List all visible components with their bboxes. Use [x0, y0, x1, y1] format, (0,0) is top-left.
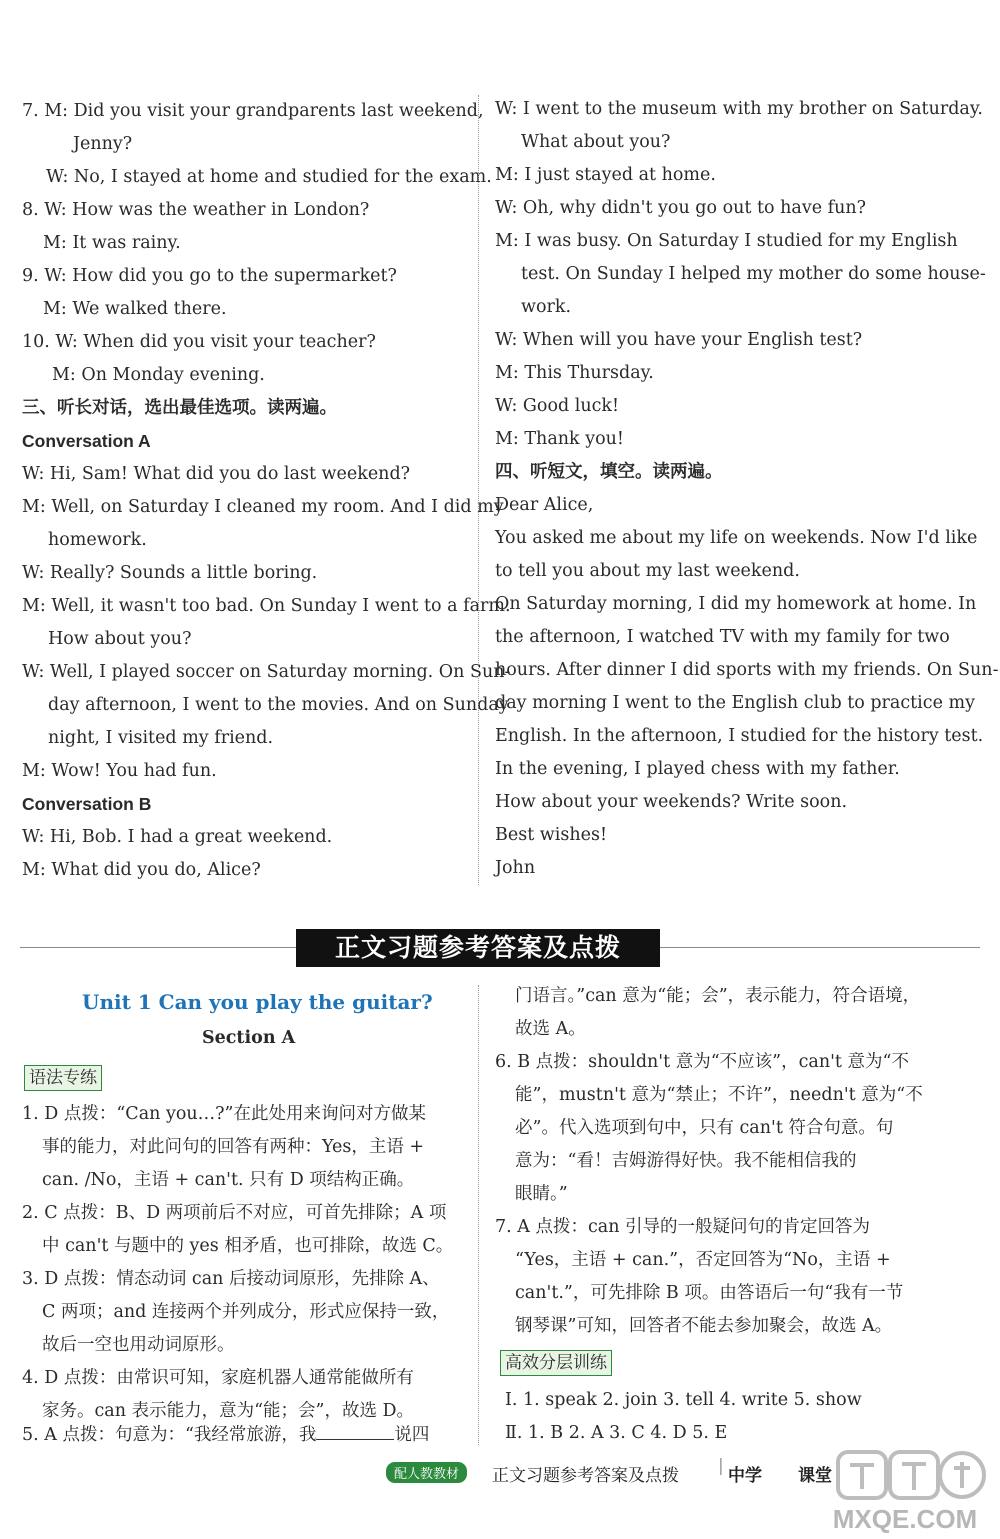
script-line: test. On Sunday I helped my mother do some house- [521, 264, 986, 284]
script-line: 10. W: When did you visit your teacher? [22, 332, 376, 352]
script-line: W: When will you have your English test? [495, 330, 863, 350]
watermark-logo [810, 1450, 990, 1535]
answer-line: 家务。can 表示能力，意为“能；会”，故选 D。 [42, 1401, 415, 1421]
answer-line: 意为：“看！吉姆游得好快。我不能相信我的 [515, 1151, 857, 1171]
layered-training-label: 高效分层训练 [500, 1350, 612, 1376]
script-line: Conversation A [22, 431, 151, 451]
answer-line: 必”。代入选项到句中，只有 can't 符合句意。句 [515, 1118, 894, 1138]
section-title: Section A [202, 1028, 296, 1048]
script-line: Jenny? [73, 134, 133, 154]
answer-blank [316, 1425, 394, 1440]
script-line: 9. W: How did you go to the supermarket? [22, 266, 397, 286]
answer-line: 钢琴课”可知，回答者不能去参加聚会，故选 A。 [515, 1316, 893, 1336]
script-line: W: Hi, Sam! What did you do last weekend? [22, 464, 411, 484]
script-line: W: Good luck! [495, 396, 620, 416]
answer-line: 1. D 点拨：“Can you…?”在此处用来询问对方做某 [22, 1104, 426, 1124]
script-line: M: This Thursday. [495, 363, 654, 383]
script-line: 7. M: Did you visit your grandparents last weekend, [22, 101, 484, 121]
script-line: In the evening, I played chess with my father. [495, 759, 900, 779]
answer-line: can. /No，主语 + can't. 只有 D 项结构正确。 [42, 1170, 415, 1190]
script-line: English. In the afternoon, I studied for the history test. [495, 726, 984, 746]
answer-5-suffix: 说四 [394, 1425, 430, 1445]
answer-line: 6. B 点拨：shouldn't 意为“不应该”，can't 意为“不 [495, 1052, 909, 1072]
training-line: Ⅱ. 1. B 2. A 3. C 4. D 5. E [505, 1423, 728, 1443]
script-line: Conversation B [22, 794, 152, 814]
script-line: night, I visited my friend. [48, 728, 274, 748]
script-line: Dear Alice, [495, 495, 594, 515]
script-line: You asked me about my life on weekends. Now I'd like [495, 528, 978, 548]
script-line: M: Well, on Saturday I cleaned my room. And I did my [22, 497, 504, 517]
answer-5 [22, 1424, 429, 1446]
column-divider [478, 95, 479, 885]
watermark-text: MXQE.COM [832, 1504, 978, 1534]
answer-line: C 两项；and 连接两个并列成分，形式应保持一致， [42, 1302, 450, 1322]
section-banner: 正文习题参考答案及点拨 [296, 929, 660, 967]
script-line: W: Really? Sounds a little boring. [22, 563, 318, 583]
footer-brand-2: 课堂 [798, 1466, 832, 1486]
script-line: M: It was rainy. [43, 233, 181, 253]
script-line: M: Well, it wasn't too bad. On Sunday I went to a farm. [22, 596, 511, 616]
script-line: W: I went to the museum with my brother on Saturday. [495, 99, 983, 119]
answer-line: 故后一空也用动词原形。 [42, 1335, 235, 1355]
script-line: On Saturday morning, I did my homework at home. In [495, 594, 977, 614]
script-line: the afternoon, I watched TV with my family for two [495, 627, 950, 647]
answer-line: 门语言。”can 意为“能；会”，表示能力，符合语境， [515, 986, 921, 1006]
script-line: W: Oh, why didn't you go out to have fun? [495, 198, 867, 218]
script-line: How about you? [48, 629, 192, 649]
answer-line: “Yes，主语 + can.”，否定回答为“No，主语 + [515, 1250, 891, 1270]
answer-line: 事的能力，对此问句的回答有两种：Yes，主语 + [42, 1137, 425, 1157]
footer-brand: 中学 [728, 1466, 762, 1486]
footer-separator: | [718, 1456, 724, 1476]
script-line: How about your weekends? Write soon. [495, 792, 848, 812]
grammar-practice-label: 语法专练 [24, 1065, 102, 1091]
script-line: 四、听短文，填空。读两遍。 [495, 462, 723, 482]
script-line: M: On Monday evening. [52, 365, 265, 385]
answer-line: 眼睛。” [515, 1184, 568, 1204]
script-line: M: Thank you! [495, 429, 624, 449]
script-line: M: We walked there. [43, 299, 227, 319]
script-line: M: What did you do, Alice? [22, 860, 261, 880]
answer-line: 7. A 点拨：can 引导的一般疑问句的肯定回答为 [495, 1217, 871, 1237]
script-line: to tell you about my last weekend. [495, 561, 800, 581]
script-line: W: Hi, Bob. I had a great weekend. [22, 827, 333, 847]
script-line: M: Wow! You had fun. [22, 761, 217, 781]
script-line: What about you? [521, 132, 671, 152]
script-line: day afternoon, I went to the movies. And on Sunday [48, 695, 509, 715]
textbook-badge: 配人教教材 [386, 1462, 467, 1483]
footer-title: 正文习题参考答案及点拨 [492, 1466, 679, 1486]
script-line: M: I was busy. On Saturday I studied for my English [495, 231, 958, 251]
answer-line: can't.”，可先排除 B 项。由答语后一句“我有一节 [515, 1283, 904, 1303]
script-line: hours. After dinner I did sports with my friends. On Sun- [495, 660, 999, 680]
training-line: Ⅰ. 1. speak 2. join 3. tell 4. write 5. show [505, 1390, 862, 1410]
script-line: day morning I went to the English club to practice my [495, 693, 975, 713]
answer-line: 中 can't 与题中的 yes 相矛盾，也可排除，故选 C。 [42, 1236, 454, 1256]
script-line: W: No, I stayed at home and studied for the exam. [46, 167, 492, 187]
script-line: W: Well, I played soccer on Saturday morning. On Sun- [22, 662, 511, 682]
column-divider-lower [478, 985, 479, 1445]
script-line: work. [521, 297, 572, 317]
answer-line: 能”，mustn't 意为“禁止；不许”，needn't 意为“不 [515, 1085, 923, 1105]
script-line: Best wishes! [495, 825, 607, 845]
script-line: 8. W: How was the weather in London? [22, 200, 370, 220]
script-line: John [495, 858, 536, 878]
answer-line: 2. C 点拨：B、D 两项前后不对应，可首先排除；A 项 [22, 1203, 447, 1223]
answer-line: 3. D 点拨：情态动词 can 后接动词原形，先排除 A、 [22, 1269, 440, 1289]
script-line: homework. [48, 530, 147, 550]
answer-line: 故选 A。 [515, 1019, 586, 1039]
unit-title: Unit 1 Can you play the guitar? [82, 990, 433, 1014]
answer-5-prefix: 5. A 点拨：句意为：“我经常旅游，我 [22, 1425, 317, 1445]
script-line: 三、听长对话，选出最佳选项。读两遍。 [22, 398, 337, 418]
answer-line: 4. D 点拨：由常识可知，家庭机器人通常能做所有 [22, 1368, 414, 1388]
script-line: M: I just stayed at home. [495, 165, 716, 185]
